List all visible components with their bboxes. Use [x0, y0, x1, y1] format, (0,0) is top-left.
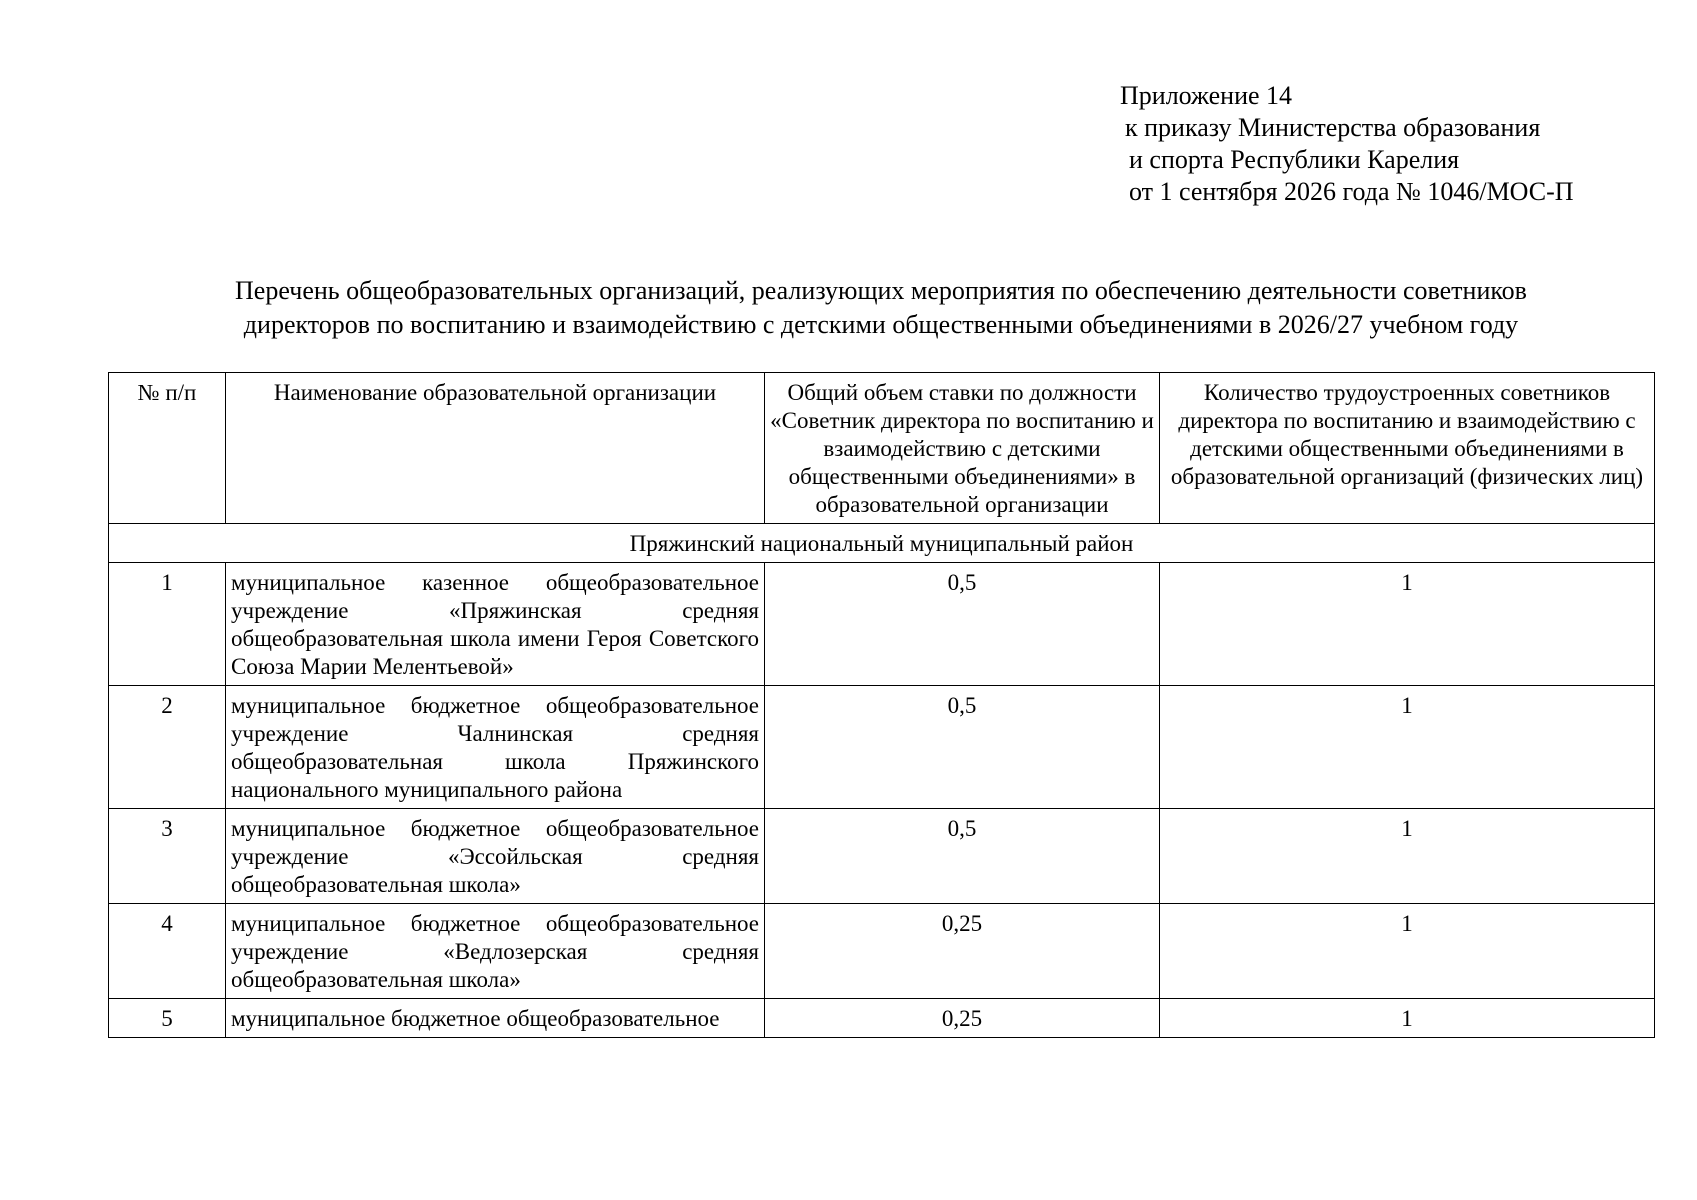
row-count: 1 [1160, 686, 1655, 809]
row-rate: 0,5 [765, 686, 1160, 809]
table-row [109, 809, 1655, 904]
row-organization-name: муниципальное бюджетное общеобразовательное учреждение «Ведлозерская средняя общеобразовательная школа» [226, 904, 765, 999]
row-organization-name: муниципальное казенное общеобразовательное учреждение «Пряжинская средняя общеобразовательная школа имени Героя Советского Союза Марии Мелентьевой» [226, 563, 765, 686]
header-organization-name: Наименование образовательной организации [226, 373, 765, 524]
row-number: 5 [109, 999, 226, 1038]
table-row [109, 904, 1655, 999]
row-organization-name: муниципальное бюджетное общеобразовательное учреждение «Эссойльская средняя общеобразовательная школа» [226, 809, 765, 904]
table-row [109, 563, 1655, 686]
document-title-line-1: Перечень общеобразовательных организаций, реализующих мероприятия по обеспечению деятельности советников [235, 276, 1527, 305]
appendix-header [1120, 80, 1574, 208]
row-rate: 0,25 [765, 999, 1160, 1038]
row-organization-name: муниципальное бюджетное общеобразовательное учреждение Чалнинская средняя общеобразовательная школа Пряжинского национального муниципального района [226, 686, 765, 809]
header-rate-volume: Общий объем ставки по должности «Советник директора по воспитанию и взаимодействию с детскими общественными объединениями» в образовательной организации [765, 373, 1160, 524]
document-title-line-2: директоров по воспитанию и взаимодействию с детскими общественными объединениями в 2026/27 учебном году [243, 310, 1519, 339]
table-header-row [109, 373, 1655, 524]
row-rate: 0,5 [765, 809, 1160, 904]
organizations-table [108, 372, 1655, 1038]
table-row [109, 999, 1655, 1038]
row-count: 1 [1160, 809, 1655, 904]
row-organization-name: муниципальное бюджетное общеобразовательное [226, 999, 765, 1038]
row-rate: 0,5 [765, 563, 1160, 686]
table-row [109, 686, 1655, 809]
row-count: 1 [1160, 904, 1655, 999]
district-row [109, 524, 1655, 563]
appendix-ministry-line: и спорта Республики Карелия [1129, 145, 1460, 174]
row-count: 1 [1160, 563, 1655, 686]
header-number: № п/п [109, 373, 226, 524]
appendix-order-line: к приказу Министерства образования [1125, 113, 1541, 142]
header-advisors-count: Количество трудоустроенных советников директора по воспитанию и взаимодействию с детскими общественными объединениями в образовательной организаций (физических лиц) [1160, 373, 1655, 524]
district-name: Пряжинский национальный муниципальный район [109, 524, 1655, 563]
row-number: 1 [109, 563, 226, 686]
row-number: 3 [109, 809, 226, 904]
row-number: 2 [109, 686, 226, 809]
row-number: 4 [109, 904, 226, 999]
appendix-number: Приложение 14 [1120, 81, 1293, 110]
row-count: 1 [1160, 999, 1655, 1038]
document-title [100, 274, 1662, 342]
row-rate: 0,25 [765, 904, 1160, 999]
appendix-date-line: от 1 сентября 2026 года № 1046/МОС-П [1129, 177, 1574, 206]
